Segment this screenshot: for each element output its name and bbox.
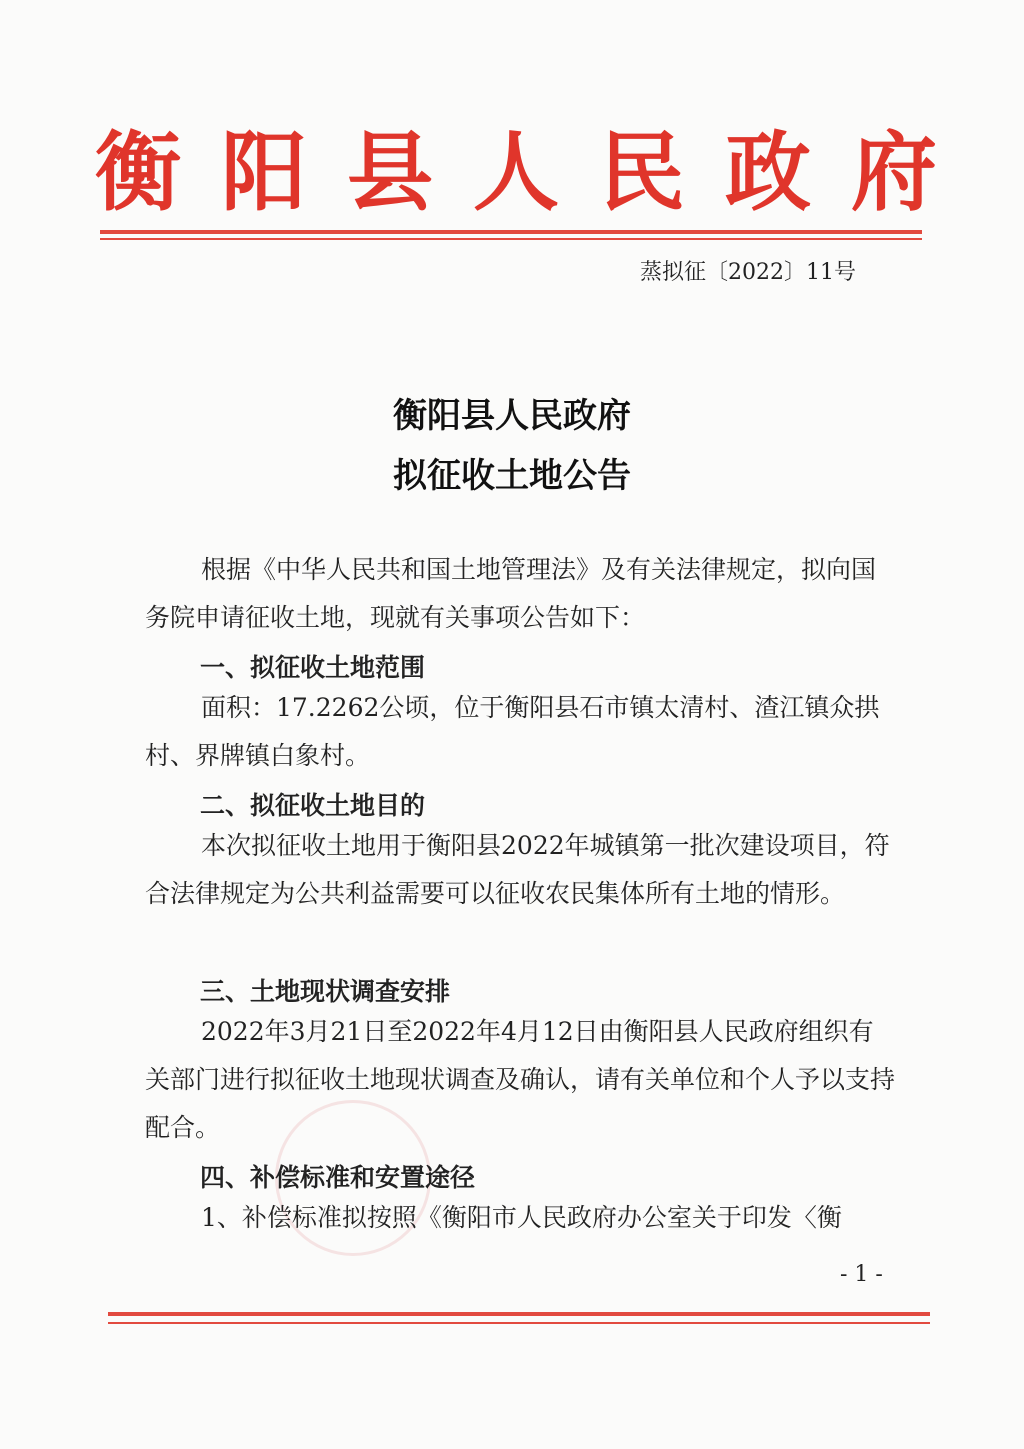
- section-4-heading: 四、补偿标准和安置途径: [200, 1163, 476, 1192]
- section-2-body: [145, 822, 895, 918]
- letterhead: 衡阳县人民政府: [95, 122, 977, 223]
- section-3-text: 2022年3月21日至2022年4月12日由衡阳县人民政府组织有关部门进行拟征收土地现状调查及确认，请有关单位和个人予以支持配合。: [145, 1017, 896, 1142]
- section-1-heading: 一、拟征收土地范围: [200, 653, 426, 682]
- intro-paragraph: [145, 546, 895, 642]
- section-1-body: [145, 684, 895, 780]
- section-2-text: 本次拟征收土地用于衡阳县2022年城镇第一批次建设项目，符合法律规定为公共利益需要可以征收农民集体所有土地的情形。: [145, 831, 890, 908]
- section-3-body: [145, 1008, 895, 1152]
- letterhead-rule-thick: [100, 230, 922, 234]
- intro-text: 根据《中华人民共和国土地管理法》及有关法律规定，拟向国务院申请征收土地，现就有关事项公告如下：: [145, 555, 877, 632]
- footer-rule-thin: [108, 1322, 930, 1324]
- page-number: - 1 -: [840, 1262, 883, 1287]
- title-line-2: 拟征收土地公告: [393, 456, 631, 496]
- section-2-heading: 二、拟征收土地目的: [200, 791, 426, 820]
- section-4-body: [145, 1194, 895, 1242]
- document-number: 蒸拟征〔2022〕11号: [640, 260, 856, 285]
- section-4-text: 1、补偿标准拟按照《衡阳市人民政府办公室关于印发〈衡: [201, 1203, 842, 1232]
- section-1-text: 面积：17.2262公顷，位于衡阳县石市镇太清村、渣江镇众拱村、界牌镇白象村。: [145, 693, 880, 770]
- section-3-heading: 三、土地现状调查安排: [200, 977, 451, 1006]
- title-line-1: 衡阳县人民政府: [393, 396, 631, 436]
- letterhead-rule-thin: [100, 238, 922, 240]
- footer-rule-thick: [108, 1312, 930, 1316]
